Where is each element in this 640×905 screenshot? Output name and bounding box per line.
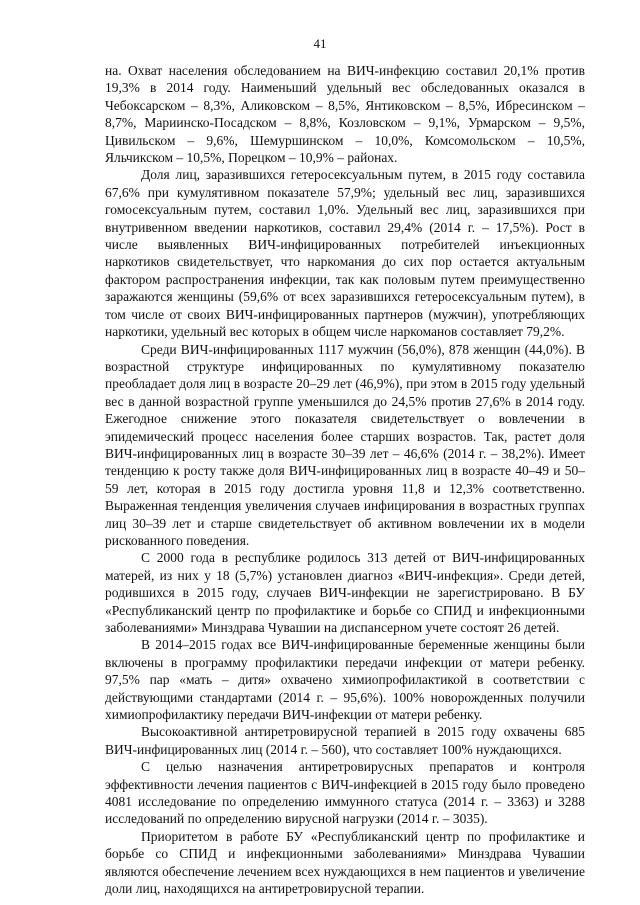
body-text [105, 62, 585, 898]
paragraph-age-structure: Среди ВИЧ-инфицированных 1117 мужчин (56,0%), 878 женщин (44,0%). В возрастной структуре инфицированных по кумулятивному показателю преобладает доля лиц в возрасте 20–29 лет (46,9%), при этом в 2015 году удельный вес в данной возрастной группе уменьшился до 24,5% против 27,6% в 2014 году. Ежегодное снижение этого показателя свидетельствует о вовлечении в эпидемический процесс населения более старших возрастов. Так, растет доля ВИЧ-инфицированных лиц в возрасте 30–39 лет – 46,6% (2014 г. – 38,2%). Имеет тенденцию к росту также доля ВИЧ-инфицированных лиц в возрасте 40–49 и 50–59 лет, которая в 2015 году достигла уровня 11,8 и 12,3% соответственно. Выраженная тенденция увеличения случаев инфицирования в возрастных группах лиц 30–39 лет и старше свидетельствует об активном вовлечении их в модели рискованного поведения. [105, 341, 585, 548]
paragraph-survey-coverage: на. Охват населения обследованием на ВИЧ-инфекцию составил 20,1% против 19,3% в 2014 году. Наименьший удельный вес обследованных оказался в Чебоксарском – 8,3%, Аликовском – 8,5%, Янтиковском – 8,5%, Ибресинском – 8,7%, Мариинско-Посадском – 8,8%, Козловском – 9,1%, Урмарском – 9,5%, Цивильском – 9,6%, Шемуршинском – 10,0%, Комсомольском – 10,5%, Яльчикском – 10,5%, Порецком – 10,9% – районах. [105, 63, 585, 166]
paragraph-children: С 2000 года в республике родилось 313 детей от ВИЧ-инфицированных матерей, из них у 18 (5,7%) установлен диагноз «ВИЧ-инфекция». Среди детей, родившихся в 2015 году, случаев ВИЧ-инфекции не зарегистрировано. В БУ «Республиканский центр по профилактике и борьбе со СПИД и инфекционными заболеваниями» Минздрава Чувашии на диспансерном учете состоят 26 детей. [105, 550, 585, 635]
paragraph-lab-tests: С целью назначения антиретровирусных препаратов и контроля эффективности лечения пациентов с ВИЧ-инфекцией в 2015 году было проведено 4081 исследование по определению иммунного статуса (2014 г. – 3363) и 3288 исследований по определению вирусной нагрузки (2014 г. – 3035). [105, 759, 585, 827]
paragraph-prevention-program: В 2014–2015 годах все ВИЧ-инфицированные беременные женщины были включены в программу профилактики передачи инфекции от матери ребенку. 97,5% пар «мать – дитя» охвачено химиопрофилактикой в соответствии с действующими стандартами (2014 г. – 95,6%). 100% новорожденных получили химиопрофилактику передачи ВИЧ-инфекции от матери ребенку. [105, 637, 585, 723]
paragraph-art-coverage: Высокоактивной антиретровирусной терапией в 2015 году охвачены 685 ВИЧ-инфицированных лиц (2014 г. – 560), что составляет 100% нуждающихся. [105, 724, 585, 757]
paragraph-transmission-routes: Доля лиц, заразившихся гетеросексуальным путем, в 2015 году составила 67,6% при кумулятивном показателе 57,9%; удельный вес лиц, заразившихся гомосексуальным путем, составил 1,0%. Удельный вес лиц, заразившихся при внутривенном введении наркотиков, составил 29,4% (2014 г. – 17,5%). Рост в числе выявленных ВИЧ-инфицированных потребителей инъекционных наркотиков свидетельствует, что наркомания до сих пор остается актуальным фактором распространения инфекции, так как половым путем преимущественно заражаются женщины (59,6% от всех заразившихся гетеросексуальным путем), в том числе от своих ВИЧ-инфицированных партнеров (мужчин), употребляющих наркотики, удельный вес которых в общем числе наркоманов составляет 79,2%. [105, 167, 585, 340]
page-number: 41 [313, 36, 327, 51]
paragraph-priority: Приоритетом в работе БУ «Республиканский центр по профилактике и борьбе со СПИД и инфекционными заболеваниями» Минздрава Чувашии являются обеспечение лечением всех нуждающихся в нем пациентов и увеличение доли лиц, находящихся на антиретровирусной терапии. [105, 828, 585, 897]
